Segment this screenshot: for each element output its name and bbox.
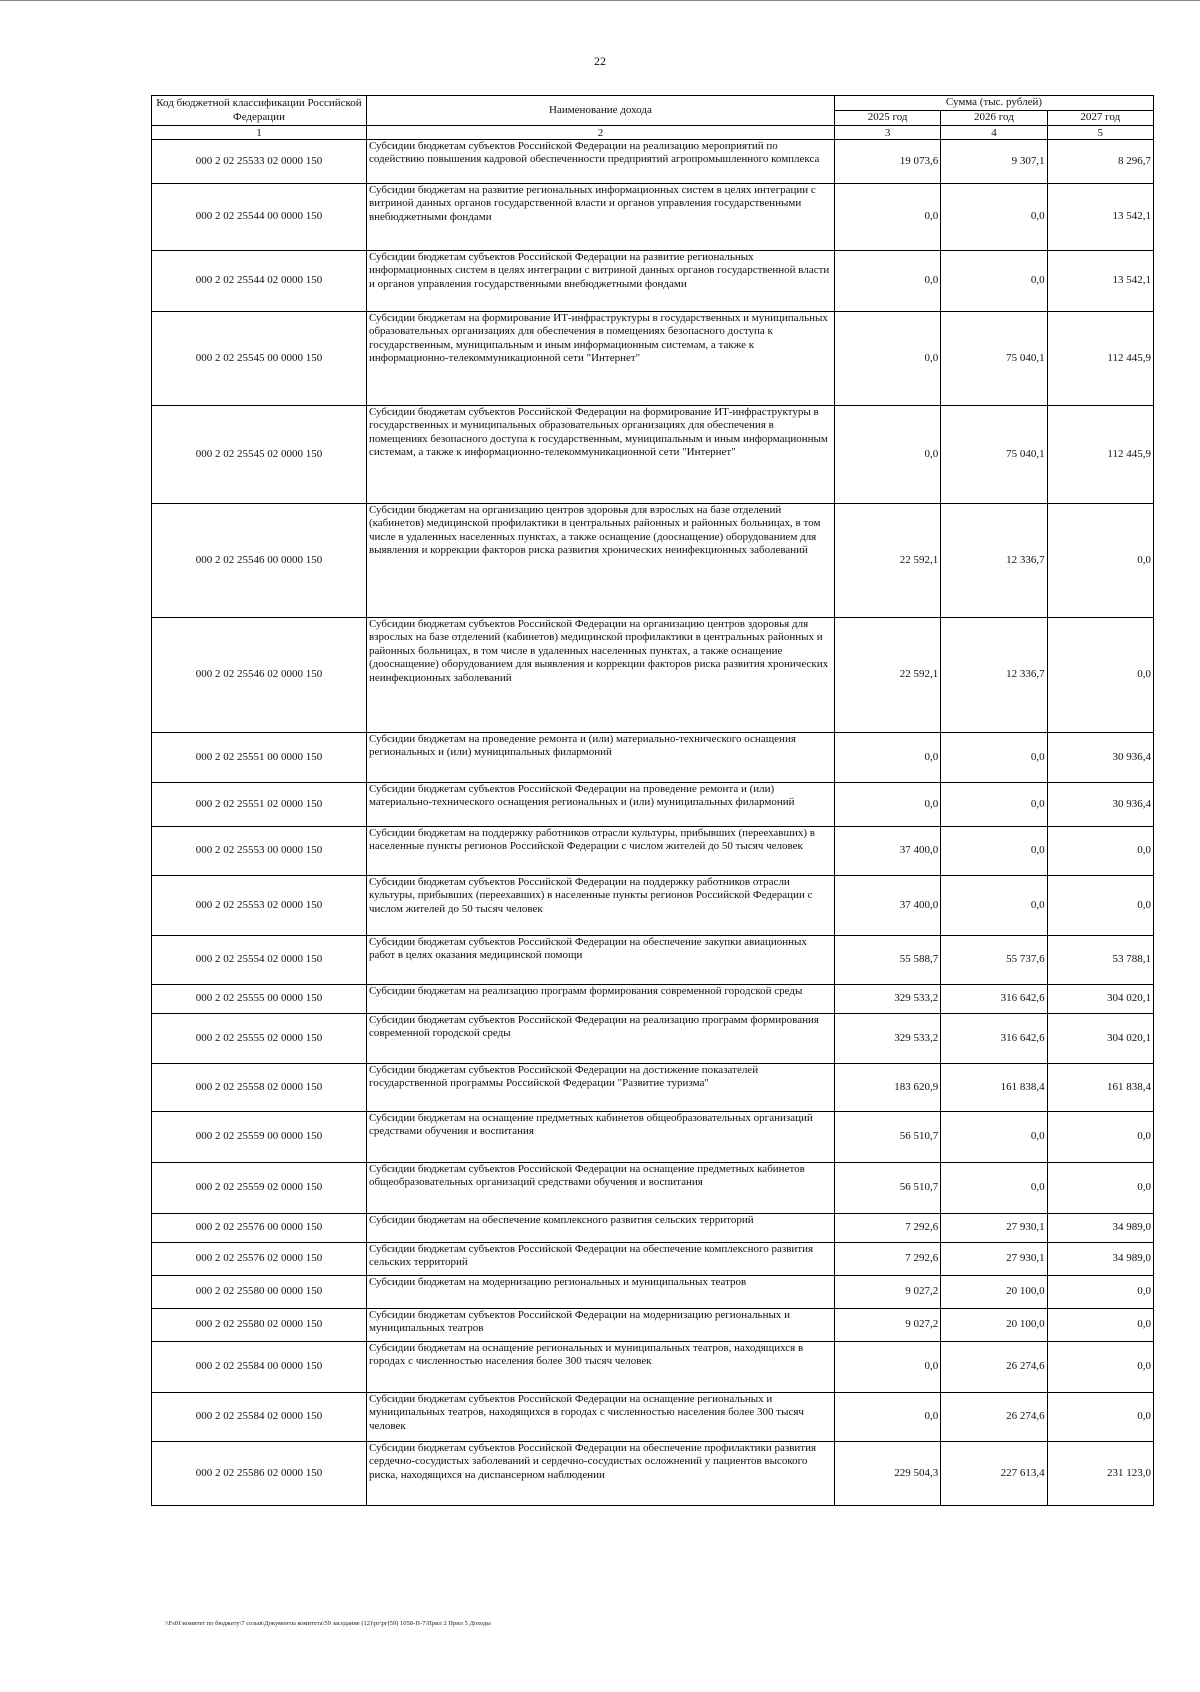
scan-edge-line — [0, 0, 1200, 4]
amount-2025: 0,0 — [834, 312, 940, 406]
budget-code: 000 2 02 25544 02 0000 150 — [152, 251, 367, 312]
income-name: Субсидии бюджетам на развитие региональных информационных систем в целях интеграции с витриной данных органов государственной власти и органов управления государственными внебюджетными фондами — [366, 184, 834, 251]
amount-2026: 316 642,6 — [941, 1014, 1047, 1064]
amount-2026: 9 307,1 — [941, 140, 1047, 184]
budget-table — [151, 95, 1154, 1506]
amount-2027: 30 936,4 — [1047, 733, 1153, 783]
budget-code: 000 2 02 25553 00 0000 150 — [152, 827, 367, 876]
amount-2025: 329 533,2 — [834, 1014, 940, 1064]
amount-2027: 0,0 — [1047, 504, 1153, 618]
budget-code: 000 2 02 25546 02 0000 150 — [152, 618, 367, 733]
amount-2027: 53 788,1 — [1047, 936, 1153, 985]
amount-2027: 0,0 — [1047, 1309, 1153, 1342]
table-row — [152, 406, 1154, 504]
budget-code: 000 2 02 25559 02 0000 150 — [152, 1163, 367, 1214]
income-name: Субсидии бюджетам на формирование ИТ-инфраструктуры в государственных и муниципальных образовательных организациях для обеспечения в помещениях безопасного доступа к государственным, муниципальным и иным информационным системам, а также к информационно-телекоммуникационной сети "Интернет" — [366, 312, 834, 406]
income-name: Субсидии бюджетам на обеспечение комплексного развития сельских территорий — [366, 1214, 834, 1243]
amount-2027: 112 445,9 — [1047, 312, 1153, 406]
amount-2027: 0,0 — [1047, 1276, 1153, 1309]
table-row — [152, 1064, 1154, 1112]
income-name: Субсидии бюджетам субъектов Российской Федерации на развитие региональных информационных систем в целях интеграции с витриной данных органов государственной власти и органов управления государственными внебюджетными фондами — [366, 251, 834, 312]
column-number: 5 — [1047, 126, 1153, 140]
table-row — [152, 827, 1154, 876]
amount-2025: 9 027,2 — [834, 1276, 940, 1309]
income-name: Субсидии бюджетам на оснащение региональных и муниципальных театров, находящихся в городах с численностью населения более 300 тысяч человек — [366, 1342, 834, 1393]
income-name: Субсидии бюджетам на оснащение предметных кабинетов общеобразовательных организаций средствами обучения и воспитания — [366, 1112, 834, 1163]
budget-code: 000 2 02 25554 02 0000 150 — [152, 936, 367, 985]
budget-code: 000 2 02 25580 02 0000 150 — [152, 1309, 367, 1342]
amount-2026: 0,0 — [941, 1112, 1047, 1163]
income-name: Субсидии бюджетам субъектов Российской Федерации на обеспечение комплексного развития сельских территорий — [366, 1243, 834, 1276]
header-year-2026: 2026 год — [941, 111, 1047, 126]
income-name: Субсидии бюджетам субъектов Российской Федерации на достижение показателей государственной программы Российской Федерации "Развитие туризма" — [366, 1064, 834, 1112]
amount-2027: 30 936,4 — [1047, 783, 1153, 827]
amount-2025: 56 510,7 — [834, 1163, 940, 1214]
income-name: Субсидии бюджетам на организацию центров здоровья для взрослых на базе отделений (кабинетов) медицинской профилактики в центральных районных и районных больницах, в том числе в удаленных населенных пунктах, а также оснащение (дооснащение) оборудованием для выявления и коррекции факторов риска развития хронических неинфекционных заболеваний — [366, 504, 834, 618]
table-row — [152, 1112, 1154, 1163]
amount-2025: 0,0 — [834, 1393, 940, 1442]
income-name: Субсидии бюджетам субъектов Российской Федерации на модернизацию региональных и муниципальных театров — [366, 1309, 834, 1342]
income-name: Субсидии бюджетам субъектов Российской Федерации на обеспечение профилактики развития сердечно-сосудистых заболеваний и сердечно-сосудистых осложнений у пациентов высокого риска, находящихся на диспансерном наблюдении — [366, 1442, 834, 1506]
amount-2026: 0,0 — [941, 876, 1047, 936]
amount-2027: 0,0 — [1047, 876, 1153, 936]
amount-2027: 112 445,9 — [1047, 406, 1153, 504]
amount-2025: 0,0 — [834, 1342, 940, 1393]
column-number: 1 — [152, 126, 367, 140]
amount-2027: 34 989,0 — [1047, 1243, 1153, 1276]
amount-2026: 227 613,4 — [941, 1442, 1047, 1506]
table-row — [152, 783, 1154, 827]
table-body — [152, 140, 1154, 1506]
table-row — [152, 1014, 1154, 1064]
amount-2026: 0,0 — [941, 733, 1047, 783]
header-code: Код бюджетной классификации Российской Федерации — [152, 96, 367, 126]
income-name: Субсидии бюджетам субъектов Российской Федерации на реализацию программ формирования современной городской среды — [366, 1014, 834, 1064]
budget-code: 000 2 02 25586 02 0000 150 — [152, 1442, 367, 1506]
table-row — [152, 504, 1154, 618]
amount-2026: 55 737,6 — [941, 936, 1047, 985]
amount-2025: 0,0 — [834, 733, 940, 783]
page-number: 22 — [594, 54, 606, 68]
income-name: Субсидии бюджетам на модернизацию региональных и муниципальных театров — [366, 1276, 834, 1309]
budget-code: 000 2 02 25544 00 0000 150 — [152, 184, 367, 251]
income-name: Субсидии бюджетам субъектов Российской Федерации на оснащение региональных и муниципальных театров, находящихся в городах с численностью населения более 300 тысяч человек — [366, 1393, 834, 1442]
amount-2026: 75 040,1 — [941, 312, 1047, 406]
column-number: 4 — [941, 126, 1047, 140]
table-row — [152, 936, 1154, 985]
amount-2025: 22 592,1 — [834, 618, 940, 733]
amount-2026: 20 100,0 — [941, 1309, 1047, 1342]
income-name: Субсидии бюджетам субъектов Российской Федерации на организацию центров здоровья для взрослых на базе отделений (кабинетов) медицинской профилактики в центральных районных и районных больницах, в том числе в удаленных населенных пунктах, а также оснащение (дооснащение) оборудованием для выявления и коррекции факторов риска развития хронических неинфекционных заболеваний — [366, 618, 834, 733]
income-name: Субсидии бюджетам субъектов Российской Федерации на проведение ремонта и (или) материально-технического оснащения региональных и (или) муниципальных филармоний — [366, 783, 834, 827]
table-row — [152, 312, 1154, 406]
table-row — [152, 1243, 1154, 1276]
income-name: Субсидии бюджетам субъектов Российской Федерации на оснащение предметных кабинетов общеобразовательных организаций средствами обучения и воспитания — [366, 1163, 834, 1214]
amount-2025: 0,0 — [834, 251, 940, 312]
amount-2025: 22 592,1 — [834, 504, 940, 618]
header-sum: Сумма (тыс. рублей) — [834, 96, 1153, 111]
income-name: Субсидии бюджетам на реализацию программ формирования современной городской среды — [366, 985, 834, 1014]
column-number: 2 — [366, 126, 834, 140]
amount-2025: 0,0 — [834, 184, 940, 251]
header-year-2027: 2027 год — [1047, 111, 1153, 126]
header-year-2025: 2025 год — [834, 111, 940, 126]
budget-code: 000 2 02 25545 00 0000 150 — [152, 312, 367, 406]
amount-2027: 0,0 — [1047, 1112, 1153, 1163]
budget-code: 000 2 02 25584 00 0000 150 — [152, 1342, 367, 1393]
table-row — [152, 618, 1154, 733]
amount-2026: 27 930,1 — [941, 1243, 1047, 1276]
table-row — [152, 251, 1154, 312]
budget-code: 000 2 02 25558 02 0000 150 — [152, 1064, 367, 1112]
amount-2025: 183 620,9 — [834, 1064, 940, 1112]
amount-2025: 229 504,3 — [834, 1442, 940, 1506]
budget-code: 000 2 02 25551 02 0000 150 — [152, 783, 367, 827]
amount-2026: 0,0 — [941, 783, 1047, 827]
amount-2027: 304 020,1 — [1047, 985, 1153, 1014]
income-name: Субсидии бюджетам субъектов Российской Федерации на формирование ИТ-инфраструктуры в государственных и муниципальных образовательных организациях для обеспечения в помещениях безопасного доступа к государственным, муниципальным и иным информационным системам, а также к информационно-телекоммуникационной сети "Интернет" — [366, 406, 834, 504]
amount-2027: 0,0 — [1047, 827, 1153, 876]
amount-2026: 161 838,4 — [941, 1064, 1047, 1112]
amount-2026: 12 336,7 — [941, 504, 1047, 618]
table-row — [152, 1393, 1154, 1442]
amount-2026: 75 040,1 — [941, 406, 1047, 504]
budget-code: 000 2 02 25533 02 0000 150 — [152, 140, 367, 184]
amount-2025: 7 292,6 — [834, 1214, 940, 1243]
amount-2025: 0,0 — [834, 406, 940, 504]
amount-2027: 231 123,0 — [1047, 1442, 1153, 1506]
budget-code: 000 2 02 25553 02 0000 150 — [152, 876, 367, 936]
table-row — [152, 184, 1154, 251]
amount-2025: 56 510,7 — [834, 1112, 940, 1163]
amount-2026: 12 336,7 — [941, 618, 1047, 733]
amount-2026: 27 930,1 — [941, 1214, 1047, 1243]
table-row — [152, 876, 1154, 936]
amount-2026: 26 274,6 — [941, 1342, 1047, 1393]
income-name: Субсидии бюджетам субъектов Российской Федерации на поддержку работников отрасли культуры, прибывших (переехавших) в населенные пункты регионов Российской Федерации с числом жителей до 50 тысяч человек — [366, 876, 834, 936]
amount-2026: 0,0 — [941, 1163, 1047, 1214]
amount-2027: 0,0 — [1047, 1393, 1153, 1442]
amount-2025: 37 400,0 — [834, 827, 940, 876]
header-name: Наименование дохода — [366, 96, 834, 126]
amount-2027: 8 296,7 — [1047, 140, 1153, 184]
amount-2026: 0,0 — [941, 184, 1047, 251]
amount-2026: 0,0 — [941, 251, 1047, 312]
table-row — [152, 1342, 1154, 1393]
income-name: Субсидии бюджетам субъектов Российской Федерации на реализацию мероприятий по содействию повышения кадровой обеспеченности предприятий агропромышленного комплекса — [366, 140, 834, 184]
budget-code: 000 2 02 25584 02 0000 150 — [152, 1393, 367, 1442]
amount-2027: 0,0 — [1047, 1163, 1153, 1214]
budget-code: 000 2 02 25545 02 0000 150 — [152, 406, 367, 504]
amount-2025: 7 292,6 — [834, 1243, 940, 1276]
table-row — [152, 733, 1154, 783]
amount-2027: 0,0 — [1047, 1342, 1153, 1393]
amount-2025: 9 027,2 — [834, 1309, 940, 1342]
income-name: Субсидии бюджетам на поддержку работников отрасли культуры, прибывших (переехавших) в населенные пункты регионов Российской Федерации с числом жителей до 50 тысяч человек — [366, 827, 834, 876]
amount-2027: 161 838,4 — [1047, 1064, 1153, 1112]
table-row — [152, 1309, 1154, 1342]
income-name: Субсидии бюджетам субъектов Российской Федерации на обеспечение закупки авиационных работ в целях оказания медицинской помощи — [366, 936, 834, 985]
amount-2025: 37 400,0 — [834, 876, 940, 936]
income-name: Субсидии бюджетам на проведение ремонта и (или) материально-технического оснащения региональных и (или) муниципальных филармоний — [366, 733, 834, 783]
amount-2026: 0,0 — [941, 827, 1047, 876]
table-row — [152, 1442, 1154, 1506]
budget-code: 000 2 02 25546 00 0000 150 — [152, 504, 367, 618]
budget-code: 000 2 02 25576 02 0000 150 — [152, 1243, 367, 1276]
amount-2027: 34 989,0 — [1047, 1214, 1153, 1243]
table-row — [152, 985, 1154, 1014]
amount-2025: 329 533,2 — [834, 985, 940, 1014]
footer-file-path: \\Fs01\комитет по бюджету\7 созыв\Документы комитета\59 заседание (12)\рг\рг(59) 1058-П-7\Прил 2 Прил 5 Доходы — [165, 1620, 491, 1627]
amount-2027: 0,0 — [1047, 618, 1153, 733]
budget-code: 000 2 02 25576 00 0000 150 — [152, 1214, 367, 1243]
amount-2026: 20 100,0 — [941, 1276, 1047, 1309]
amount-2027: 13 542,1 — [1047, 251, 1153, 312]
amount-2025: 19 073,6 — [834, 140, 940, 184]
amount-2025: 0,0 — [834, 783, 940, 827]
amount-2027: 13 542,1 — [1047, 184, 1153, 251]
column-number: 3 — [834, 126, 940, 140]
budget-code: 000 2 02 25555 02 0000 150 — [152, 1014, 367, 1064]
table-row — [152, 140, 1154, 184]
budget-code: 000 2 02 25559 00 0000 150 — [152, 1112, 367, 1163]
amount-2025: 55 588,7 — [834, 936, 940, 985]
amount-2027: 304 020,1 — [1047, 1014, 1153, 1064]
budget-code: 000 2 02 25555 00 0000 150 — [152, 985, 367, 1014]
table-row — [152, 1214, 1154, 1243]
budget-code: 000 2 02 25551 00 0000 150 — [152, 733, 367, 783]
table-row — [152, 1163, 1154, 1214]
amount-2026: 26 274,6 — [941, 1393, 1047, 1442]
table-row — [152, 1276, 1154, 1309]
budget-code: 000 2 02 25580 00 0000 150 — [152, 1276, 367, 1309]
amount-2026: 316 642,6 — [941, 985, 1047, 1014]
